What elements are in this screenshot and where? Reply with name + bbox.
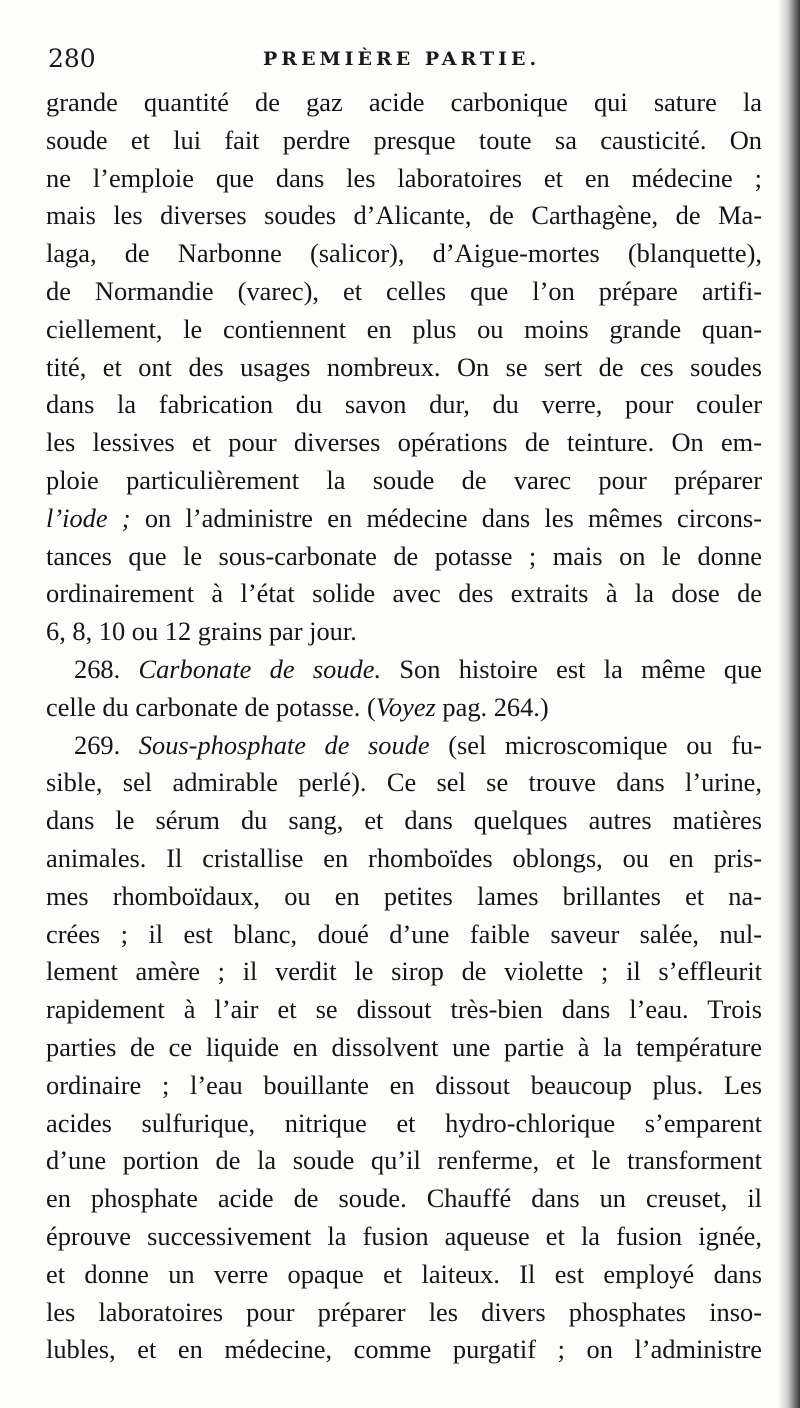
page-header bbox=[48, 40, 758, 76]
running-head: PREMIÈRE PARTIE. bbox=[263, 48, 541, 70]
text-line: et donne un verre opaque et laiteux. Il est employé dans bbox=[46, 1258, 762, 1289]
text-line: mes rhomboïdaux, ou en petites lames brillantes et na- bbox=[46, 880, 762, 911]
text-line: les laboratoires pour préparer les divers phosphates inso- bbox=[46, 1296, 762, 1327]
text-line: animales. Il cristallise en rhomboïdes oblongs, ou en pris- bbox=[46, 842, 762, 873]
text-line: tances que le sous-carbonate de potasse ; mais on le donne bbox=[46, 540, 762, 571]
text-line: lubles, et en médecine, comme purgatif ; on l’administre bbox=[46, 1334, 762, 1365]
body-text bbox=[46, 84, 762, 1369]
text-line: ploie particulièrement la soude de varec pour préparer bbox=[46, 464, 762, 495]
text-line: ordinairement à l’état solide avec des extraits à la dose de bbox=[46, 578, 762, 609]
text-line: rapidement à l’air et se dissout très-bien dans l’eau. Trois bbox=[46, 994, 762, 1025]
section-title: Sous-phosphate de soude bbox=[138, 729, 430, 760]
text-line: crées ; il est blanc, doué d’une faible saveur salée, nul- bbox=[46, 918, 762, 949]
text-line: de Normandie (varec), et celles que l’on prépare artifi- bbox=[46, 275, 762, 306]
page-number: 280 bbox=[48, 44, 96, 73]
text-line: sible, sel admirable perlé). Ce sel se trouve dans l’urine, bbox=[46, 767, 762, 798]
text-line-start: celle du carbonate de potasse. ( bbox=[46, 691, 376, 722]
section-number: 269. bbox=[74, 729, 121, 760]
text-line: dans la fabrication du savon dur, du verre, pour couler bbox=[46, 389, 762, 420]
text-line: parties de ce liquide en dissolvent une partie à la température bbox=[46, 1031, 762, 1062]
text-line-end: pag. 264.) bbox=[435, 691, 549, 722]
section-title: Carbonate de soude. bbox=[138, 653, 382, 684]
text-line: lement amère ; il verdit le sirop de violette ; il s’effleurit bbox=[46, 956, 762, 987]
text-line: d’une portion de la soude qu’il renferme, et le transforment bbox=[46, 1145, 762, 1176]
page-edge-shadow bbox=[778, 0, 800, 1408]
text-line bbox=[46, 689, 762, 727]
text-line: laga, de Narbonne (salicor), d’Aigue-mortes (blanquette), bbox=[46, 238, 762, 269]
text-line: dans le sérum du sang, et dans quelques autres matières bbox=[46, 805, 762, 836]
text-line: ciellement, le contiennent en plus ou moins grande quan- bbox=[46, 313, 762, 344]
section-268-line bbox=[46, 651, 762, 689]
text-line: en phosphate acide de soude. Chauffé dans un creuset, il bbox=[46, 1183, 762, 1214]
text-line: soude et lui fait perdre presque toute sa causticité. On bbox=[46, 124, 762, 155]
text-line: mais les diverses soudes d’Alicante, de Carthagène, de Ma- bbox=[46, 200, 762, 231]
section-number: 268. bbox=[74, 653, 121, 684]
text-line: acides sulfurique, nitrique et hydro-chlorique s’emparent bbox=[46, 1107, 762, 1138]
text-line: ne l’emploie que dans les laboratoires et en médecine ; bbox=[46, 162, 762, 193]
text-line: grande quantité de gaz acide carbonique qui sature la bbox=[46, 87, 762, 117]
text-line: éprouve successivement la fusion aqueuse et la fusion ignée, bbox=[46, 1220, 762, 1251]
voyez-term: Voyez bbox=[375, 691, 436, 722]
iode-term: l’iode ; bbox=[46, 502, 131, 533]
text-line-rest: (sel microscomique ou fu- bbox=[429, 729, 762, 760]
text-line: 6, 8, 10 ou 12 grains par jour. bbox=[46, 616, 357, 647]
text-line bbox=[46, 500, 762, 538]
text-line: tité, et ont des usages nombreux. On se sert de ces soudes bbox=[46, 351, 762, 382]
text-line: ordinaire ; l’eau bouillante en dissout beaucoup plus. Les bbox=[46, 1069, 762, 1100]
text-line-rest: Son histoire est la même que bbox=[381, 653, 762, 684]
section-269-line bbox=[46, 727, 762, 765]
text-line: les lessives et pour diverses opérations de teinture. On em- bbox=[46, 427, 762, 458]
text-line-rest: on l’administre en médecine dans les mêmes circons- bbox=[130, 502, 762, 533]
